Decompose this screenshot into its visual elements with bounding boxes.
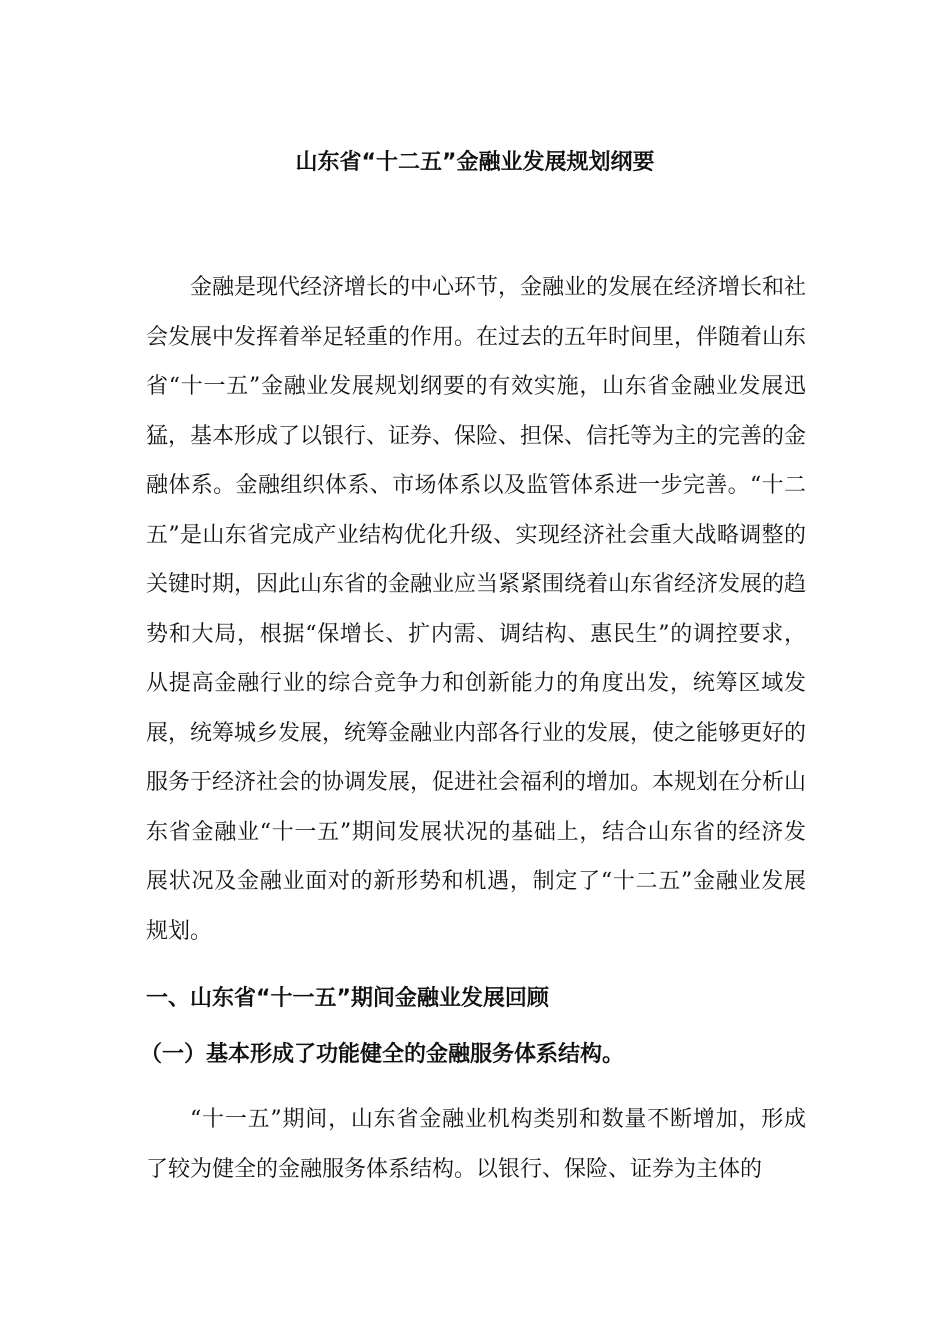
subsection-paragraph: “十一五”期间，山东省金融业机构类别和数量不断增加，形成了较为健全的金融服务体系结构。以银行、保险、证券为主体的 [146, 1107, 806, 1182]
intro-paragraph: 金融是现代经济增长的中心环节，金融业的发展在经济增长和社会发展中发挥着举足轻重的作用。在过去的五年时间里，伴随着山东省“十一五”金融业发展规划纲要的有效实施，山东省金融业发展迅猛，基本形成了以银行、证券、保险、担保、信托等为主的完善的金融体系。金融组织体系、市场体系以及监管体系进一步完善。“十二五”是山东省完成产业结构优化升级、实现经济社会重大战略调整的关键时期，因此山东省的金融业应当紧紧围绕着山东省经济发展的趋势和大局，根据“保增长、扩内需、调结构、惠民生”的调控要求，从提高金融行业的综合竞争力和创新能力的角度出发，统筹区域发展，统筹城乡发展，统筹金融业内部各行业的发展，使之能够更好的服务于经济社会的协调发展，促进社会福利的增加。本规划在分析山东省金融业“十一五”期间发展状况的基础上，结合山东省的经济发展状况及金融业面对的新形势和机遇，制定了“十二五”金融业发展规划。 [146, 275, 807, 944]
document-title: 山东省“十二五”金融业发展规划纲要 [295, 150, 655, 175]
section-heading: 一、山东省“十一五”期间金融业发展回顾 [146, 986, 549, 1011]
subsection-heading: （一）基本形成了功能健全的金融服务体系结构。 [140, 1042, 625, 1067]
